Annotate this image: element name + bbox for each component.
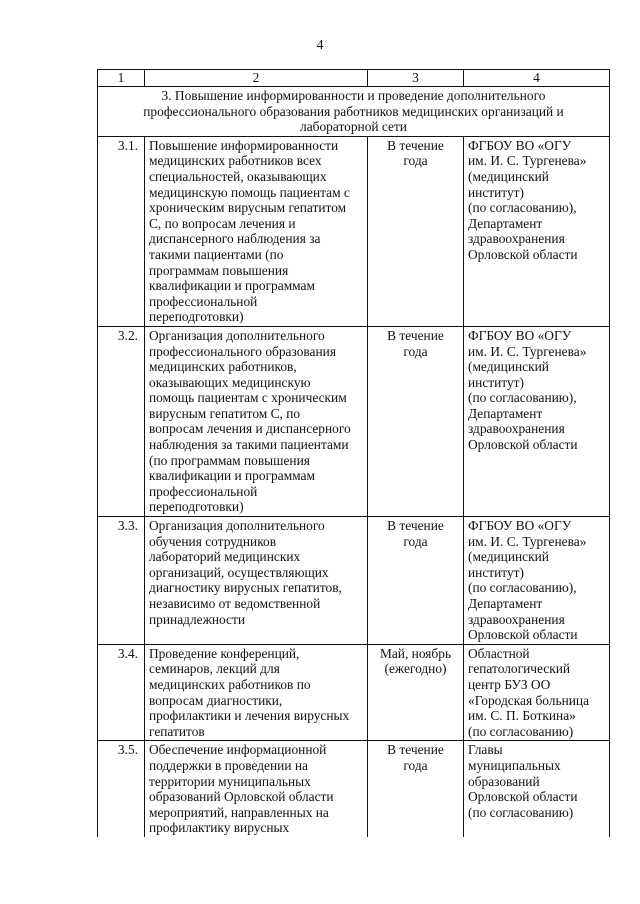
column-header-3: 3 <box>368 70 464 87</box>
row-number: 3.2. <box>98 326 145 516</box>
executor-text: ФГБОУ ВО «ОГУ им. И. С. Тургенева» (медицинский институт) (по согласованию), Департамент здравоохранения Орловской области <box>464 136 610 326</box>
table-row <box>98 517 610 645</box>
column-header-2: 2 <box>145 70 368 87</box>
column-header-1: 1 <box>98 70 145 87</box>
column-header-4: 4 <box>464 70 610 87</box>
deadline-text: В течение года <box>368 326 464 516</box>
row-number: 3.1. <box>98 136 145 326</box>
deadline-text: В течение года <box>368 517 464 645</box>
executor-text: ФГБОУ ВО «ОГУ им. И. С. Тургенева» (медицинский институт) (по согласованию), Департамент здравоохранения Орловской области <box>464 326 610 516</box>
table-row <box>98 136 610 326</box>
activity-text: Повышение информированности медицинских работников всех специальностей, оказывающих медицинскую помощь пациентам с хроническим вирусным гепатитом С, по вопросам лечения и диспансерного наблюдения за такими пациентами (по программам повышения квалификации и программам профессиональной переподготовки) <box>145 136 368 326</box>
section-heading-row <box>98 87 610 137</box>
activity-text: Организация дополнительного профессионального образования медицинских работников, оказывающих медицинскую помощь пациентам с хроническим вирусным гепатитом С, по вопросам лечения и диспансерного наблюдения за такими пациентами (по программам повышения квалификации и программам профессиональной переподготовки) <box>145 326 368 516</box>
executor-text: Главы муниципальных образований Орловской области (по согласованию) <box>464 741 610 837</box>
section-title: 3. Повышение информированности и проведение дополнительного профессионального образования работников медицинских организаций и лабораторной сети <box>98 87 610 137</box>
action-plan-table <box>97 69 610 837</box>
activity-text: Проведение конференций, семинаров, лекций для медицинских работников по вопросам диагностики, профилактики и лечения вирусных гепатитов <box>145 644 368 741</box>
deadline-text: В течение года <box>368 136 464 326</box>
activity-text: Организация дополнительного обучения сотрудников лабораторий медицинских организаций, осуществляющих диагностику вирусных гепатитов, независимо от ведомственной принадлежности <box>145 517 368 645</box>
page-number: 4 <box>316 38 324 53</box>
column-number-row <box>98 70 610 87</box>
deadline-text: Май, ноябрь (ежегодно) <box>368 644 464 741</box>
row-number: 3.3. <box>98 517 145 645</box>
table-row <box>98 741 610 837</box>
table-row <box>98 644 610 741</box>
deadline-text: В течение года <box>368 741 464 837</box>
executor-text: Областной гепатологический центр БУЗ ОО «Городская больница им. С. П. Боткина» (по согласованию) <box>464 644 610 741</box>
table-row <box>98 326 610 516</box>
row-number: 3.5. <box>98 741 145 837</box>
row-number: 3.4. <box>98 644 145 741</box>
executor-text: ФГБОУ ВО «ОГУ им. И. С. Тургенева» (медицинский институт) (по согласованию), Департамент здравоохранения Орловской области <box>464 517 610 645</box>
activity-text: Обеспечение информационной поддержки в проведении на территории муниципальных образований Орловской области мероприятий, направленных на профилактику вирусных <box>145 741 368 837</box>
